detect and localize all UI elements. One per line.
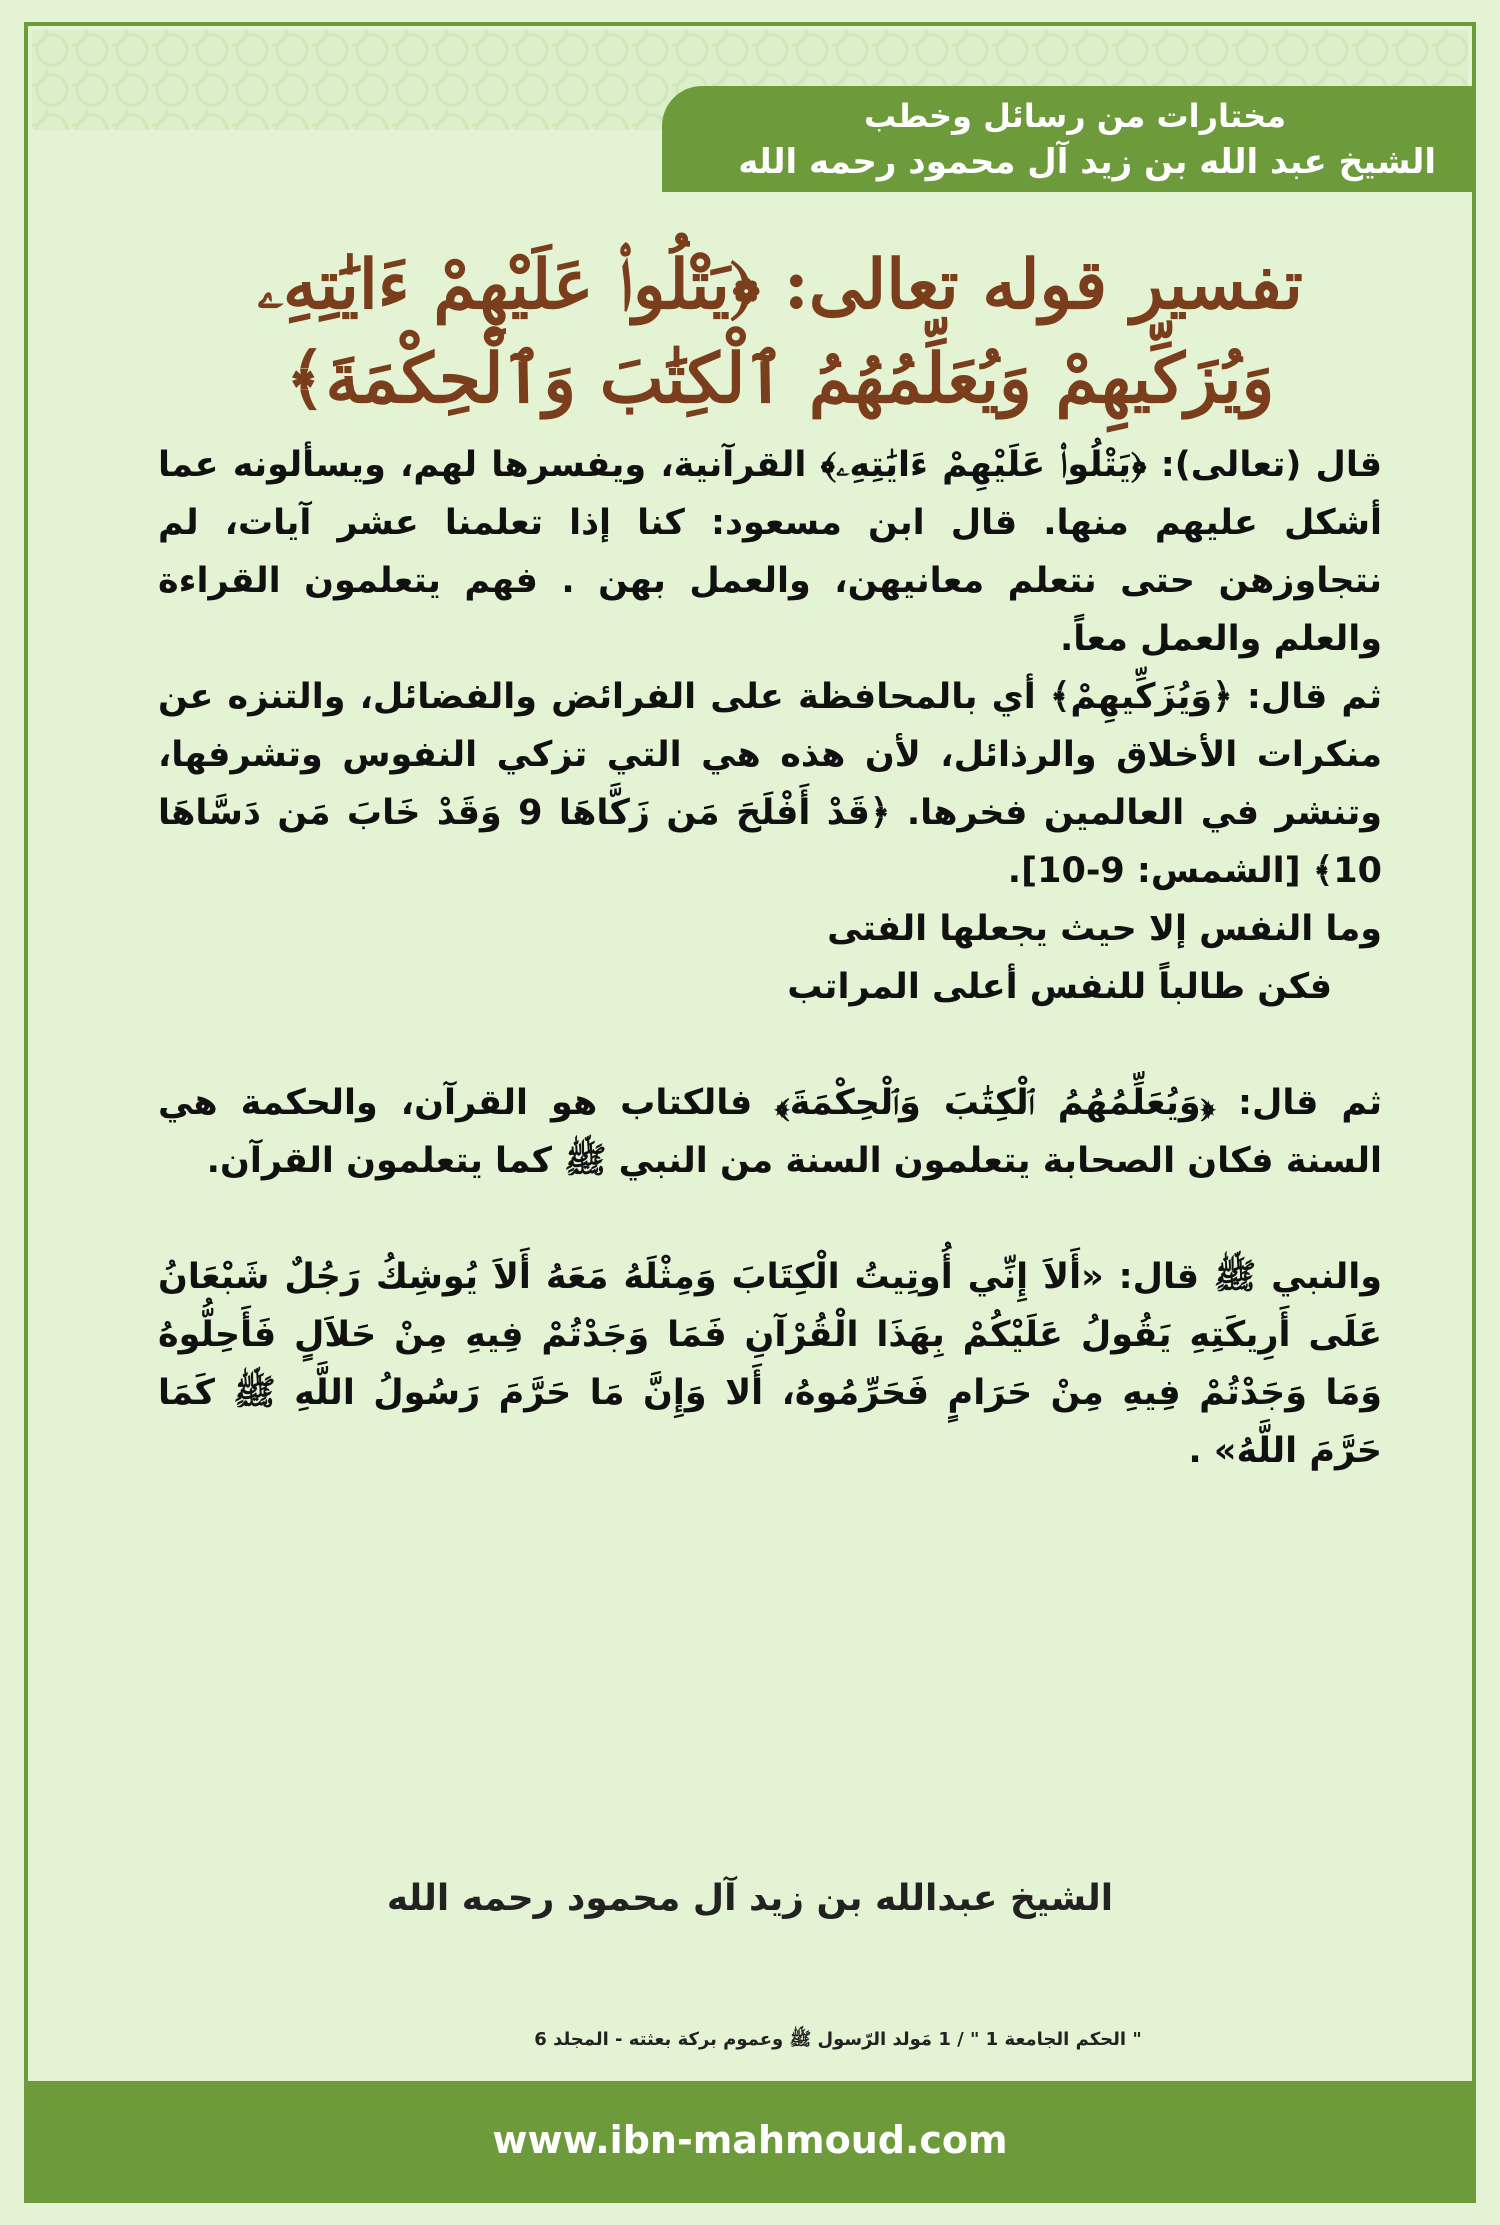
signature: الشيخ عبدالله بن زيد آل محمود رحمه الله	[386, 1878, 1114, 1919]
paragraph-1: قال (تعالى): ﴿يَتْلُوا۟ عَلَيْهِمْ ءَايَٰتِهِۦ﴾ القرآنية، ويفسرها لهم، ويسألونه عما أشكل عليهم منها. قال ابن مسعود: كنا إذا تعلمنا عشر آيات، لم نتجاوزهن حتى نتعلم معانيهن، والعمل بهن . فهم يتعلمون القراءة والعلم والعمل معاً.	[158, 445, 1382, 659]
footer-band	[28, 2081, 1472, 2199]
paragraph-3: ثم قال: ﴿وَيُعَلِّمُهُمُ ٱلْكِتَٰبَ وَٱلْحِكْمَةَ﴾ فالكتاب هو القرآن، والحكمة هي السنة فكان الصحابة يتعلمون السنة من النبي ﷺ كما يتعلمون القرآن.	[158, 1083, 1382, 1181]
article-body	[158, 436, 1382, 1480]
title-line-2: وَيُزَكِّيهِمْ وَيُعَلِّمُهُمُ ٱلْكِتَٰبَ وَٱلْحِكْمَةَ﴾	[285, 339, 1275, 419]
poem-verse-2: فكن طالباً للنفس أعلى المراتب	[787, 967, 1332, 1007]
spacer	[158, 1190, 1382, 1248]
header-author: الشيخ عبد الله بن زيد آل محمود رحمه الله	[738, 142, 1436, 182]
source-citation: " الحكم الجامعة 1 " / 1 مَولد الرّسول ﷺ وعموم بركة بعثته - المجلد 6	[534, 2029, 1142, 2050]
poem-verse-1: وما النفس إلا حيث يجعلها الفتى	[827, 909, 1382, 949]
website-link[interactable]: www.ibn-mahmoud.com	[492, 2118, 1008, 2162]
paragraph-4: والنبي ﷺ قال: «أَلاَ إِنِّي أُوتِيتُ الْكِتَابَ وَمِثْلَهُ مَعَهُ أَلاَ يُوشِكُ رَجُلٌ شَبْعَانُ عَلَى أَرِيكَتِهِ يَقُولُ عَلَيْكُمْ بِهَذَا الْقُرْآنِ فَمَا وَجَدْتُمْ فِيهِ مِنْ حَلاَلٍ فَأَحِلُّوهُ وَمَا وَجَدْتُمْ فِيهِ مِنْ حَرَامٍ فَحَرِّمُوهُ، أَلا وَإِنَّ مَا حَرَّمَ رَسُولُ اللَّهِ ﷺ كَمَا حَرَّمَ اللَّهُ» .	[158, 1257, 1382, 1471]
title-line-1: تفسير قوله تعالى: ﴿يَتْلُوا۟ عَلَيْهِمْ ءَايَٰتِهِۦ	[257, 245, 1303, 325]
page-frame	[24, 22, 1476, 2203]
header-band	[662, 86, 1472, 192]
header-series-title: مختارات من رسائل وخطب	[863, 97, 1286, 135]
page-title	[178, 238, 1382, 426]
paragraph-2: ثم قال: ﴿وَيُزَكِّيهِمْ﴾ أي بالمحافظة على الفرائض والفضائل، والتنزه عن منكرات الأخلاق والرذائل، لأن هذه هي التي تزكي النفوس وتشرفها، وتنشر في العالمين فخرها. ﴿قَدْ أَفْلَحَ مَن زَكَّاهَا 9 وَقَدْ خَابَ مَن دَسَّاهَا 10﴾ [الشمس: 9-10].	[158, 677, 1382, 891]
spacer	[158, 1016, 1382, 1074]
